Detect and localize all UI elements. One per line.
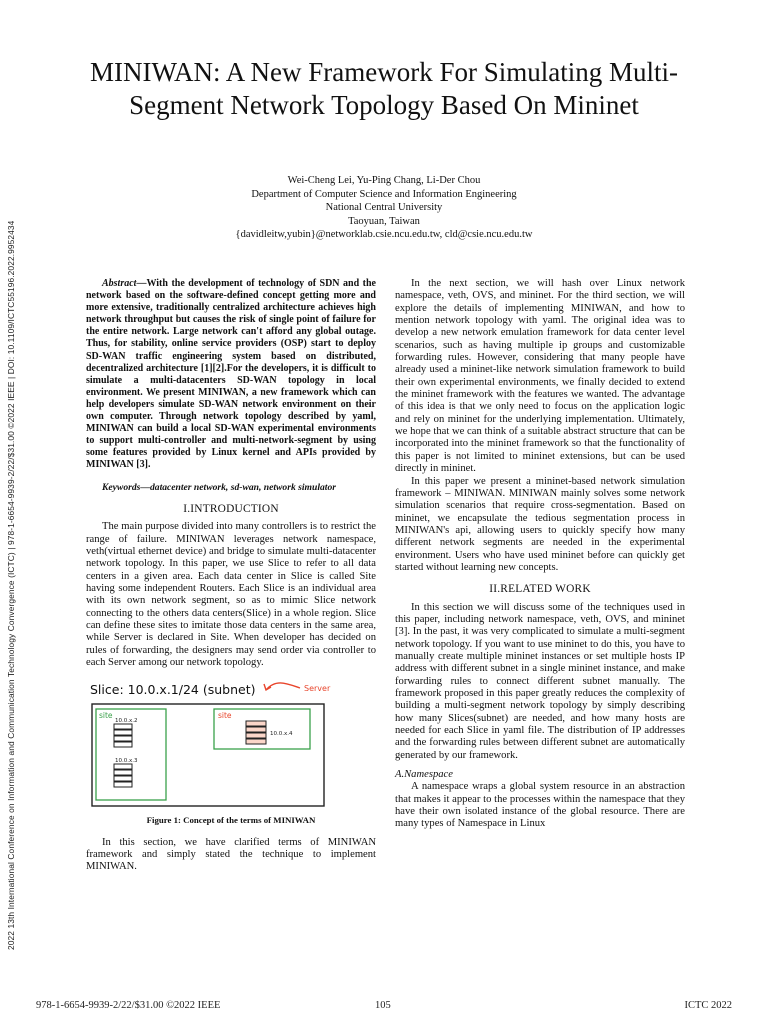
abstract-text: —With the development of technology of SDN and the network based on the software-defined concept getting more and more extensive, traditionally centralized architecture achieves high network throughput but causes the risk of single point of failure for the entire network. Large network can't afford any global outage. Thus, for stability, online service providers (OSP) start to deploy SD-WAN traffic engineering system based on distributed, decentralized architecture [1][2].For the developers, it is difficult to simulate a multi-datacenters SD-WAN topology in local environment. We present MINIWAN, a new framework which can help developers simulate SD-WAN network environment on their own computer. Through network topology described by yaml, MINIWAN can build a local SD-WAN experimental environments to support multi-controller and multi-network-segment by using some features provided by Linux kernel and APIs provided by MINIWAN [3]. [86, 278, 376, 471]
figure-1-diagram [88, 680, 338, 808]
author-emails: {davidleitw,yubin}@networklab.csie.ncu.edu.tw, cld@csie.ncu.edu.tw [235, 229, 533, 240]
abstract [86, 278, 376, 472]
side-identifier-text: 2022 13th International Conference on Information and Communication Technology Convergence (ICTC) | 978-1-6654-9939-2/22/$31.00 ©2022 IEEE | DOI: 10.1109/ICTC55196.2022.9952434 [6, 220, 16, 950]
server-stack-icon [246, 721, 266, 744]
footer-conference: ICTC 2022 [684, 1000, 732, 1011]
author-location: Taoyuan, Taiwan [348, 215, 420, 227]
side-identifier [2, 130, 22, 950]
author-names: Wei-Cheng Lei, Yu-Ping Chang, Li-Der Chou [287, 175, 481, 186]
intro-paragraph-3: In the next section, we will hash over Linux network namespace, veth, OVS, and mininet. For the third section, we will explore the details of implementing MINIWAN, and how to mention network topology with yaml. The original idea was to develop a new network emulation framework for data center level scenarios, such as having multiple ip groups and customizable forwarding rules. However, considering that many people have already used a mininet-like network simulation framework to build their own experimental environments, we finally decided to extend the mininet framework with the features we wanted. The advantage of this idea is that we only need to focus on the application logic and rely on mininet for the underlying implementation. Ultimately, we hope that we can think of a suitable abstract structure that can be incorporated into the mininet framework so that the functionality of this paper is not limited to mininet extensions, but can be used directly in mininet. [395, 278, 685, 475]
subsection-heading-namespace: A.Namespace [395, 769, 453, 781]
figure-host-label-3: 10.0.x.4 [270, 731, 293, 738]
footer-copyright: 978-1-6654-9939-2/22/$31.00 ©2022 IEEE [36, 1000, 221, 1011]
server-stack-icon [114, 724, 132, 747]
right-column [395, 278, 685, 831]
figure-arrow-head [264, 684, 271, 690]
abstract-label: Abstract [102, 278, 137, 289]
related-paragraph-1: In this section we will discuss some of the techniques used in this paper, including network namespace, veth, OVS, and mininet [3]. In the past, it was very complicated to simulate a multi-segment network topology. If you want to use mininet to do this, you have to manually create multiple mininet instances or set multiple hosts IP address with different subnet in a single mininet instance, and make forwarding rules to connect different subnet manually. The framework proposed in this paper greatly reduces the complexity of building a multi-segment network topology by simply describing how many Slices(subnet) are needed, and how many hosts are needed for each Slice in yaml file. The distribution of IP addresses and the forwarding rules between different subnet are automatically generated by our framework. [395, 601, 685, 761]
intro-paragraph-1: The main purpose divided into many controllers is to restrict the range of failure. MINIWAN leverages network namespace, veth(virtual ethernet device) and bridge to simulate multi-datacenter network topology. In this paper, we use Slice to refer to all data centers in a given area. Each data center in Slice is called Site having some independent Routers. Each Slice is an individual area with its own network segment, so as to mimic Slice network connecting to the others data centers(Slice) in a whole region. Slice can define these sites to imitate those data centers in the same area, while Server is declared in Site. When developer has decided on rules of forwarding, the designers may send order via controller to each Server among our network topology. [86, 521, 376, 668]
figure-caption: Figure 1: Concept of the terms of MINIWAN [146, 815, 316, 826]
figure-host-label-1: 10.0.x.2 [115, 718, 138, 725]
section-heading-introduction: I.INTRODUCTION [183, 502, 279, 515]
figure-slice-label: Slice: 10.0.x.1/24 (subnet) [90, 682, 256, 698]
figure-site-label-2: site [218, 711, 232, 721]
footer-page-number: 105 [375, 1000, 391, 1011]
server-stack-icon [114, 764, 132, 787]
figure-server-label: Server [304, 684, 331, 694]
figure-1 [88, 680, 338, 808]
figure-site-label-1: site [99, 711, 113, 721]
intro-paragraph-2: In this section, we have clarified terms of MINIWAN framework and simply stated the technique to implement MINIWAN. [86, 836, 376, 873]
paper-title: MINIWAN: A New Framework For Simulating Multi-Segment Network Topology Based On Mininet [90, 57, 678, 120]
intro-paragraph-4: In this paper we present a mininet-based network simulation framework – MINIWAN. MINIWAN mainly solves some network simulation scenarios that require cross-segmentation. Based on mininet, we encapsulate the tedious segmentation process in MINIWAN's api, allowing users to quickly specify how many different network segments are needed in the experimental environment. Users who have used mininet before can quickly get started without learning new concepts. [395, 475, 685, 573]
author-university: National Central University [325, 202, 443, 213]
figure-host-label-2: 10.0.x.3 [115, 758, 138, 765]
keywords: Keywords—datacenter network, sd-wan, network simulator [102, 481, 337, 493]
left-column [86, 278, 376, 874]
author-block [70, 174, 698, 242]
author-department: Department of Computer Science and Information Engineering [251, 188, 517, 200]
namespace-paragraph-1: A namespace wraps a global system resource in an abstraction that makes it appear to the processes within the namespace that they have their own isolated instance of the global resource. There are many types of Namespace in Linux [395, 781, 685, 830]
section-heading-related-work: II.RELATED WORK [489, 583, 591, 596]
figure-server-arrow [266, 683, 300, 690]
